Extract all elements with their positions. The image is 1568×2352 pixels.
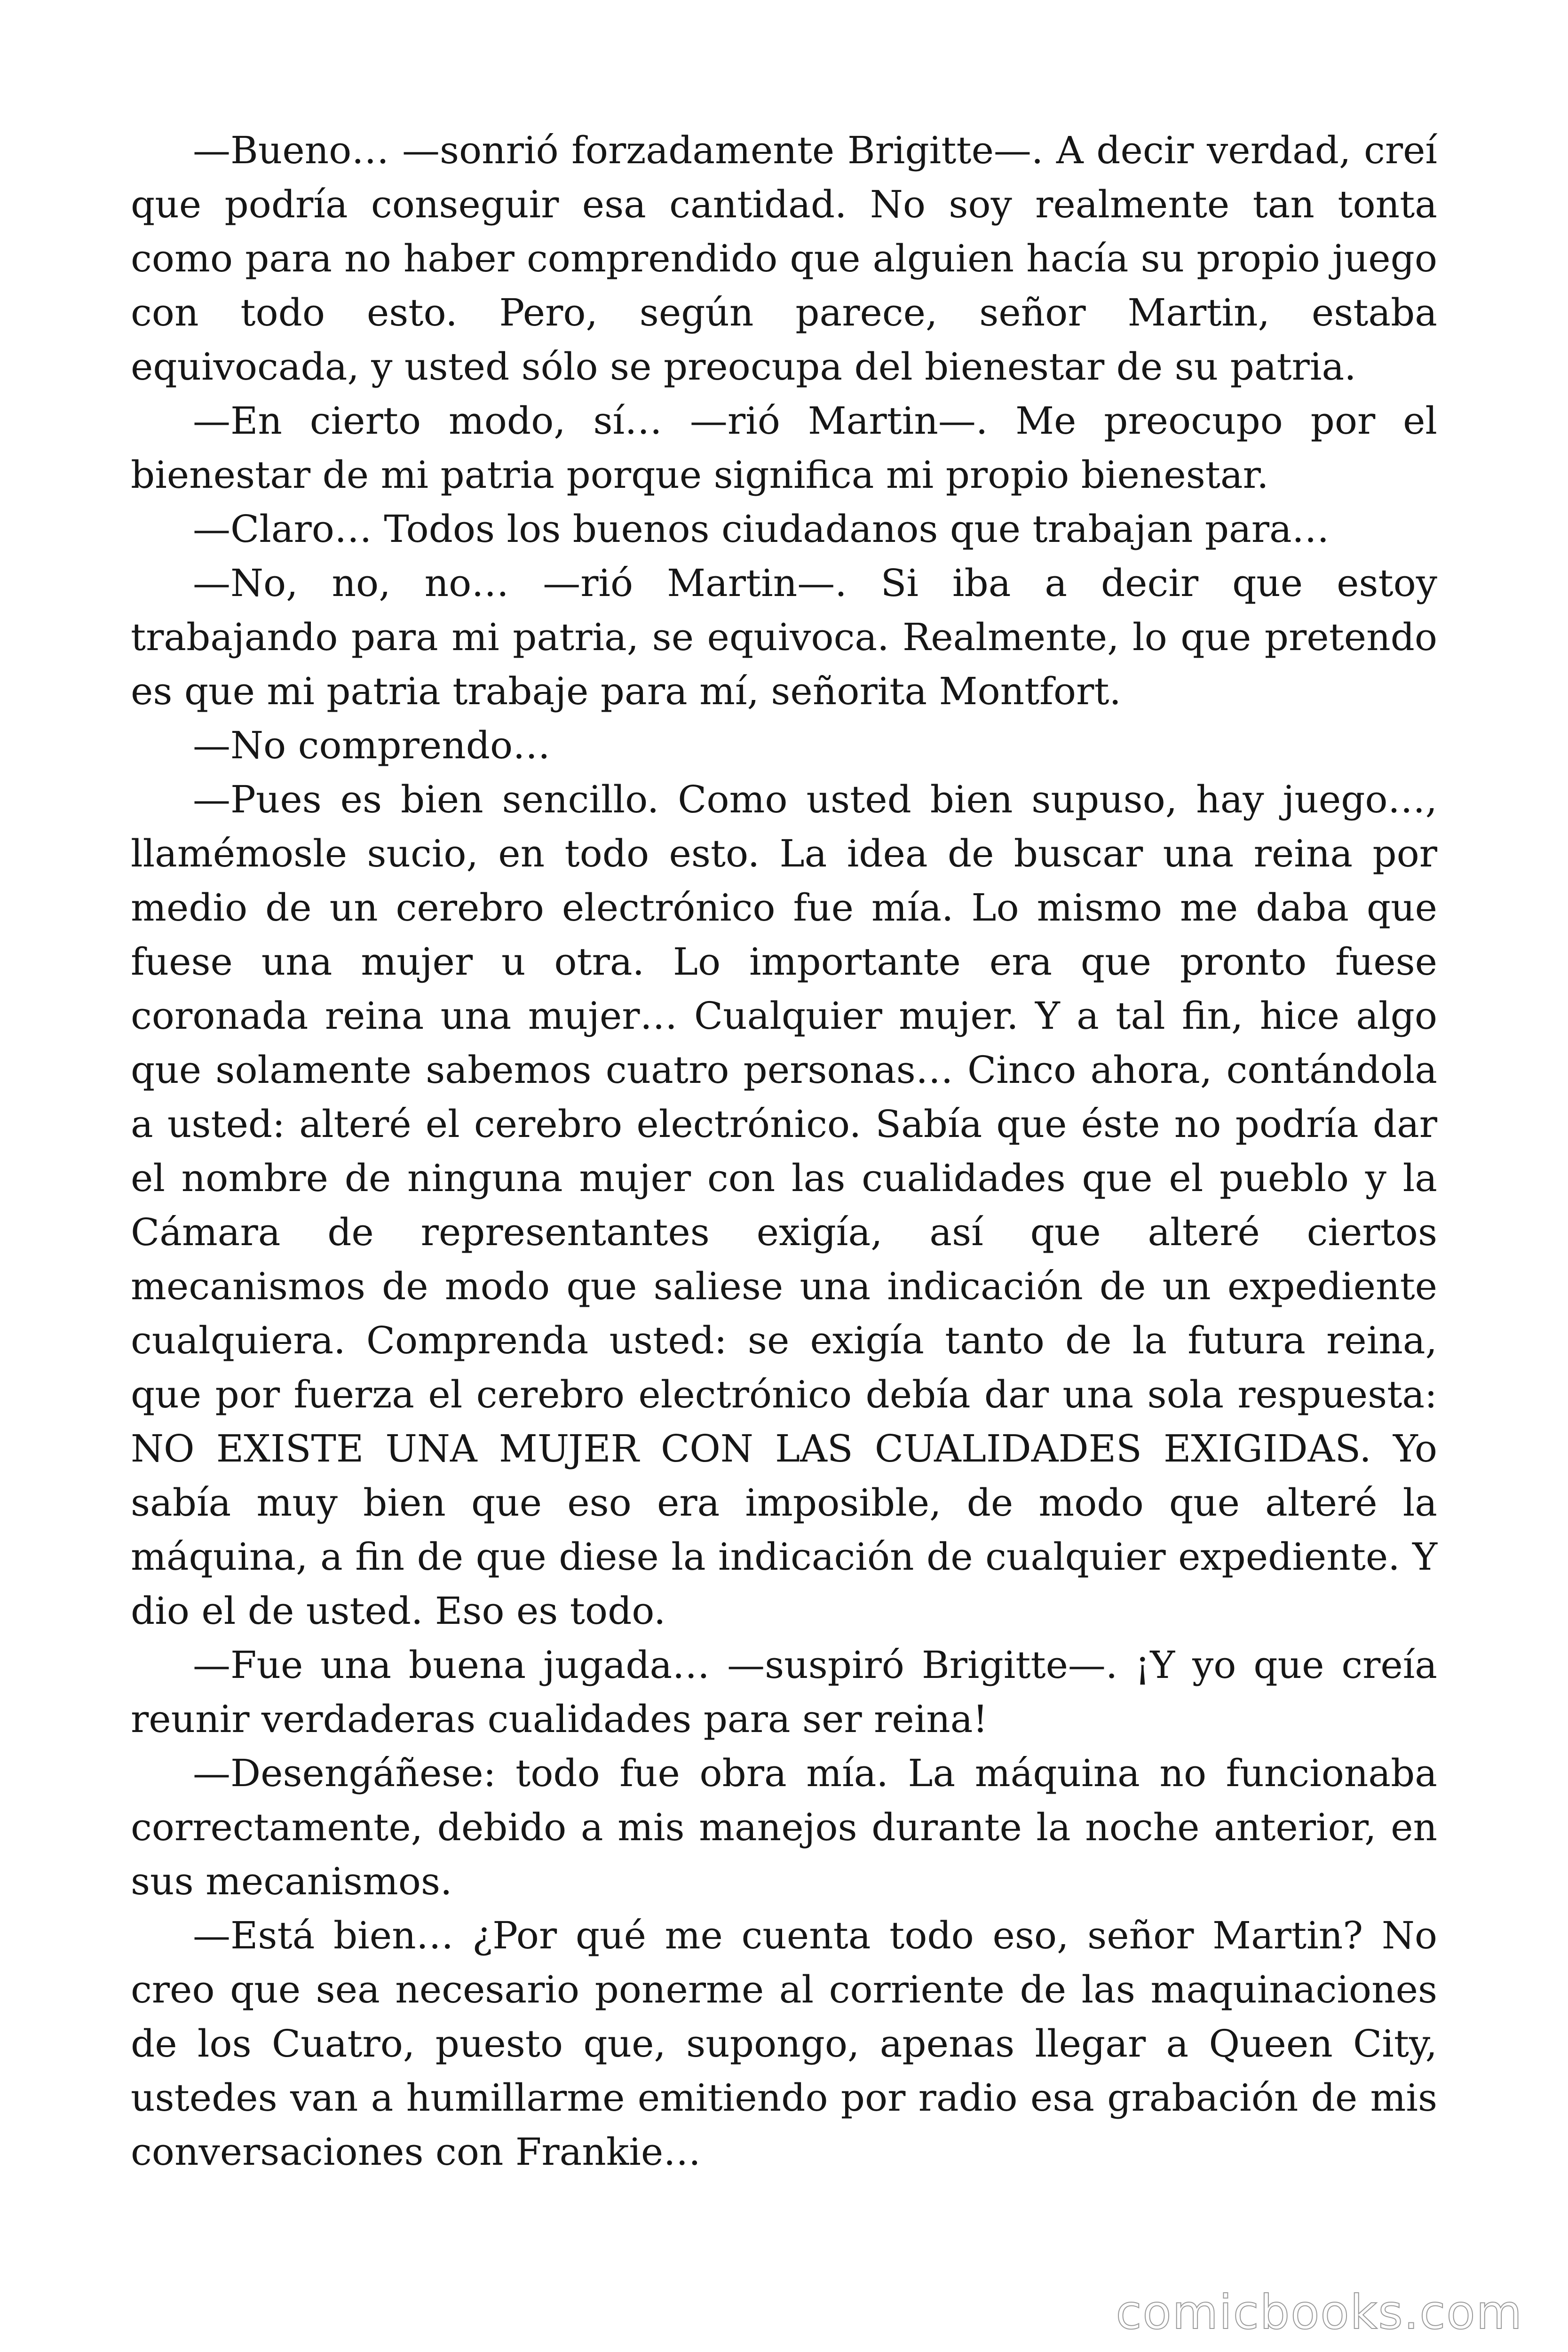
paragraph: —No, no, no… —rió Martin—. Si iba a decir que estoy trabajando para mi patria, se equivoca. Realmente, lo que pretendo es que mi patria trabaje para mí, señorita Montfort. bbox=[131, 561, 1437, 713]
paragraph: —Bueno… —sonrió forzadamente Brigitte—. A decir verdad, creí que podría conseguir esa cantidad. No soy realmente tan tonta como para no haber comprendido que alguien hacía su propio juego con todo esto. Pero, según parece, señor Martin, estaba equivocada, y usted sólo se preocupa del bienestar de su patria. bbox=[131, 128, 1437, 389]
paragraph: —Está bien… ¿Por qué me cuenta todo eso, señor Martin? No creo que sea necesario ponerme al corriente de las maquinaciones de los Cuatro, puesto que, supongo, apenas llegar a Queen City, ustedes van a humillarme emitiendo por radio esa grabación de mis conversaciones con Frankie… bbox=[131, 1914, 1437, 2174]
watermark-text: comicbooks.com bbox=[1116, 2285, 1523, 2340]
paragraph: —Pues es bien sencillo. Como usted bien supuso, hay juego…, llamémosle sucio, en todo esto. La idea de buscar una reina por medio de un cerebro electrónico fue mía. Lo mismo me daba que fuese una mujer u otra. Lo importante era que pronto fuese coronada reina una mujer… Cualquier mujer. Y a tal fin, hice algo que solamente sabemos cuatro personas… Cinco ahora, contándola a usted: alteré el cerebro electrónico. Sabía que éste no podría dar el nombre de ninguna mujer con las cualidades que el pueblo y la Cámara de representantes exigía, así que alteré ciertos mecanismos de modo que saliese una indicación de un expediente cualquiera. Comprenda usted: se exigía tanto de la futura reina, que por fuerza el cerebro electrónico debía dar una sola respuesta: NO EXISTE UNA MUJER CON LAS CUALIDADES EXIGIDAS. Yo sabía muy bien que eso era imposible, de modo que alteré la máquina, a fin de que diese la indicación de cualquier expediente. Y dio el de usted. Eso es todo. bbox=[131, 778, 1437, 1633]
paragraph: —Desengáñese: todo fue obra mía. La máquina no funcionaba correctamente, debido a mis manejos durante la noche anterior, en sus mecanismos. bbox=[131, 1751, 1437, 1903]
paragraph: —Fue una buena jugada… —suspiró Brigitte—. ¡Y yo que creía reunir verdaderas cualidades para ser reina! bbox=[131, 1643, 1437, 1741]
paragraph: —En cierto modo, sí… —rió Martin—. Me preocupo por el bienestar de mi patria porque significa mi propio bienestar. bbox=[131, 399, 1437, 497]
body-text bbox=[131, 123, 1437, 2179]
paragraph: —Claro… Todos los buenos ciudadanos que trabajan para… bbox=[193, 507, 1330, 551]
paragraph: —No comprendo… bbox=[193, 723, 551, 767]
